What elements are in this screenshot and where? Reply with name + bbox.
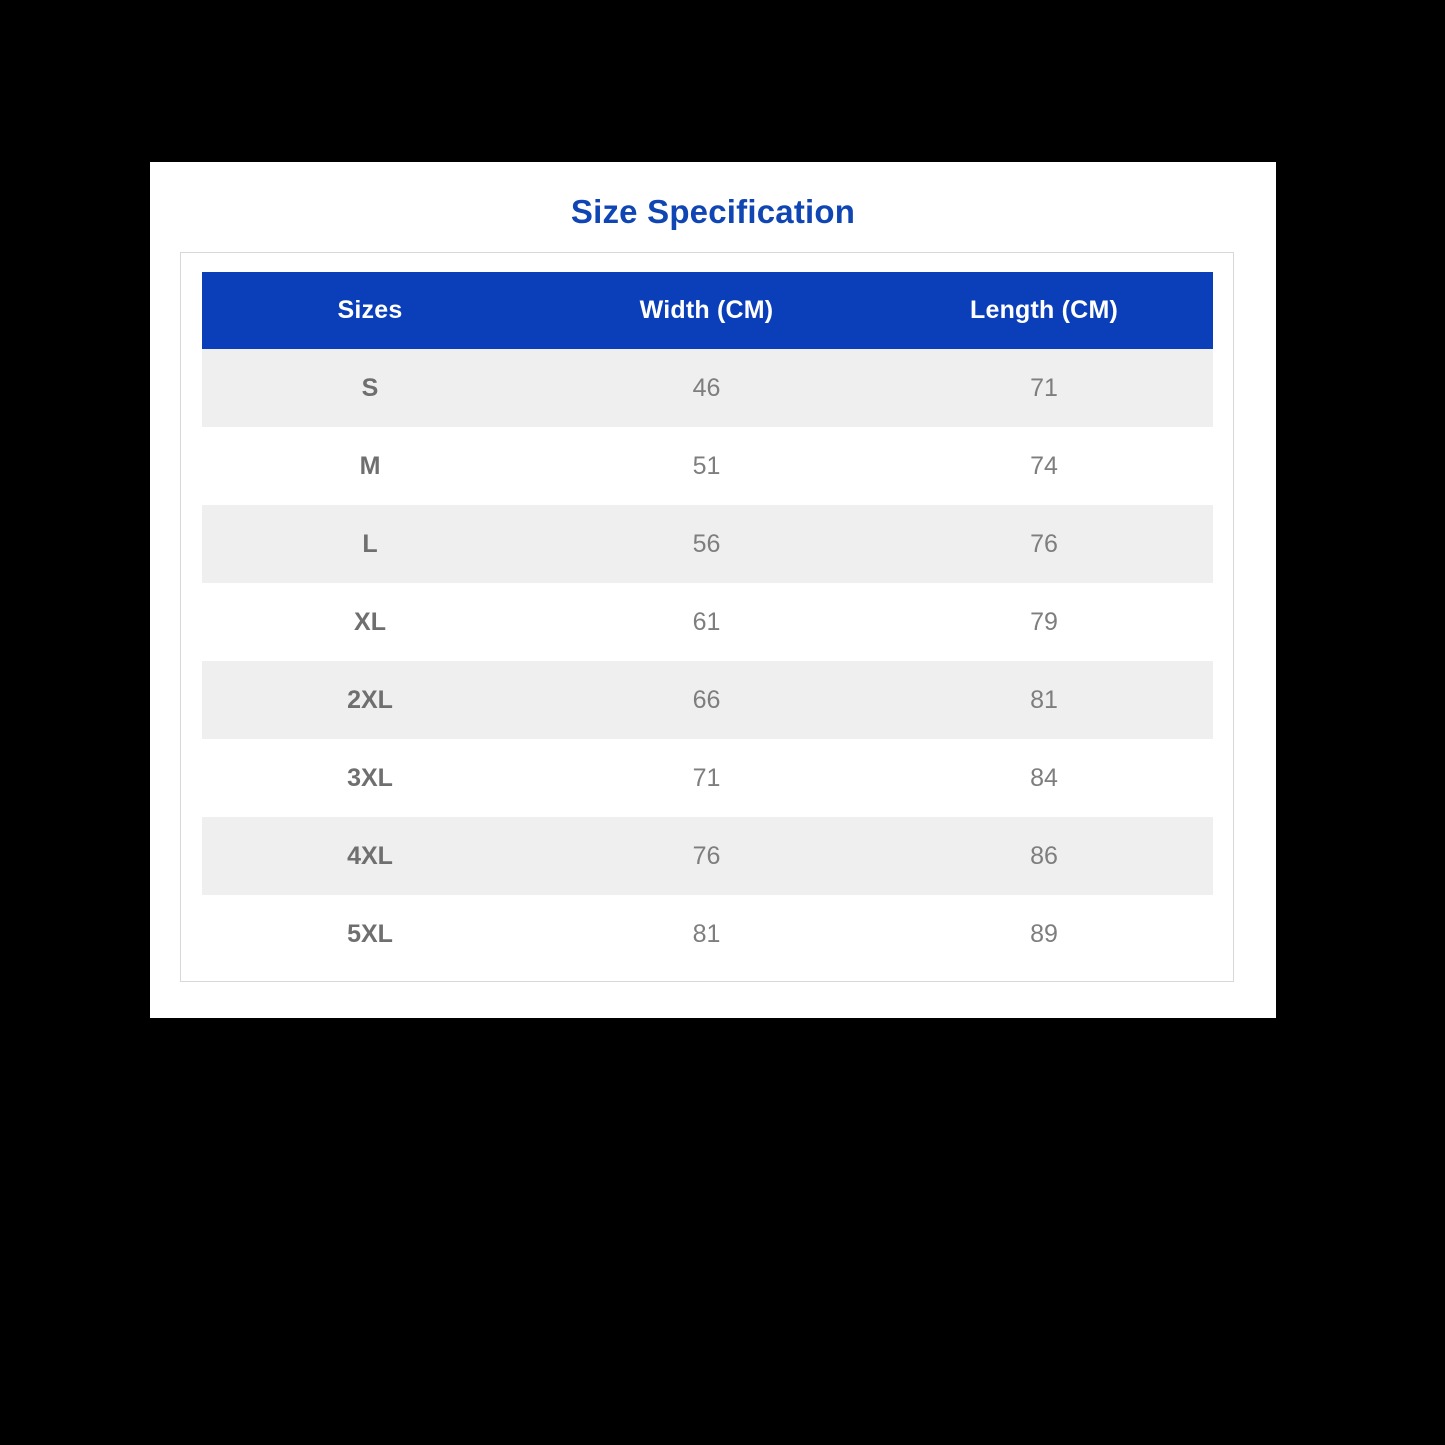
cell-length: 79 xyxy=(875,583,1213,661)
table-header xyxy=(202,272,1213,349)
cell-size: M xyxy=(202,427,538,505)
cell-width: 76 xyxy=(538,817,875,895)
column-header-length: Length (CM) xyxy=(875,272,1213,349)
table-header-row xyxy=(202,272,1213,349)
cell-width: 46 xyxy=(538,349,875,427)
page-title: Size Specification xyxy=(570,193,856,230)
column-header-sizes: Sizes xyxy=(202,272,538,349)
table-frame xyxy=(180,252,1234,982)
cell-width: 81 xyxy=(538,895,875,973)
cell-length: 89 xyxy=(875,895,1213,973)
cell-length: 74 xyxy=(875,427,1213,505)
cell-width: 66 xyxy=(538,661,875,739)
cell-width: 71 xyxy=(538,739,875,817)
cell-size: S xyxy=(202,349,538,427)
table-row xyxy=(202,817,1213,895)
table-row xyxy=(202,895,1213,973)
table-row xyxy=(202,427,1213,505)
cell-width: 51 xyxy=(538,427,875,505)
cell-length: 86 xyxy=(875,817,1213,895)
cell-length: 84 xyxy=(875,739,1213,817)
table-row xyxy=(202,583,1213,661)
cell-size: 3XL xyxy=(202,739,538,817)
cell-length: 76 xyxy=(875,505,1213,583)
table-row xyxy=(202,505,1213,583)
table-body xyxy=(202,349,1213,973)
column-header-width: Width (CM) xyxy=(538,272,875,349)
table-row xyxy=(202,661,1213,739)
table-row xyxy=(202,349,1213,427)
size-specification-card xyxy=(150,162,1276,1018)
cell-size: L xyxy=(202,505,538,583)
cell-size: XL xyxy=(202,583,538,661)
cell-length: 81 xyxy=(875,661,1213,739)
cell-width: 56 xyxy=(538,505,875,583)
cell-width: 61 xyxy=(538,583,875,661)
size-chart-table xyxy=(202,272,1213,973)
cell-size: 5XL xyxy=(202,895,538,973)
cell-size: 4XL xyxy=(202,817,538,895)
cell-length: 71 xyxy=(875,349,1213,427)
table-row xyxy=(202,739,1213,817)
cell-size: 2XL xyxy=(202,661,538,739)
